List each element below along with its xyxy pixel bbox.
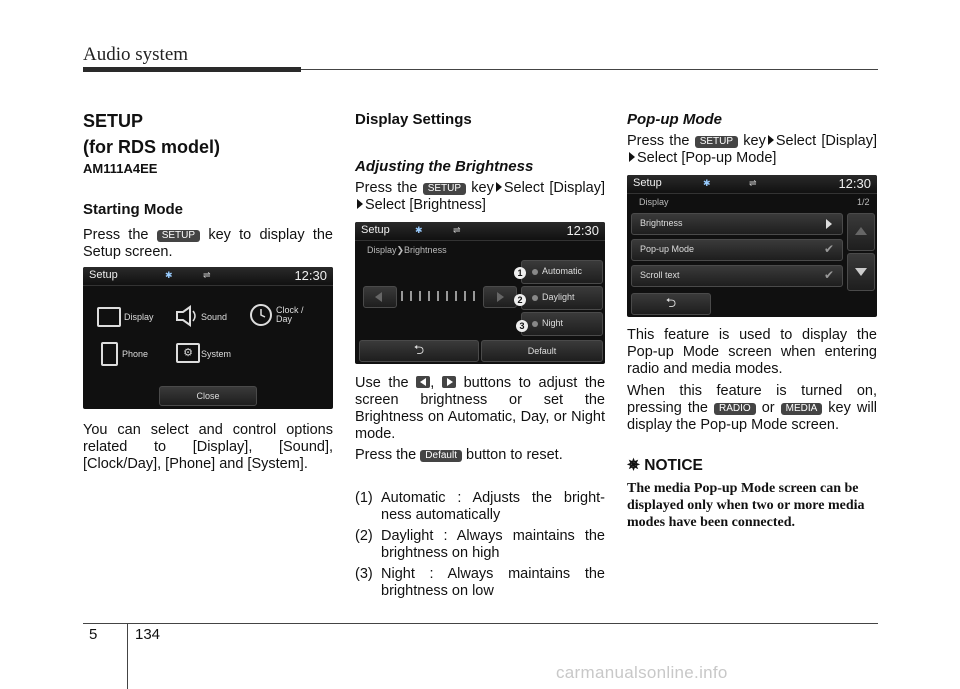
screen-title: Setup (89, 269, 118, 281)
section-code: AM111A4EE (83, 161, 158, 176)
item-number: (3) (355, 566, 373, 582)
text: button to reset. (466, 447, 563, 463)
screen-clock: 12:30 (838, 176, 871, 191)
text: Press the (627, 133, 690, 149)
chevron-right-icon (826, 219, 832, 229)
phone-icon (101, 342, 118, 366)
text: key will display the Pop-up Mode screen. (627, 400, 878, 433)
screen-title: Setup (633, 177, 662, 189)
default-key-badge: Default (420, 450, 462, 462)
list-item (355, 566, 605, 600)
text: When this feature is turned on, pressing the (627, 383, 877, 416)
option-label: Daylight (542, 292, 575, 302)
heading-adjust-brightness: Adjusting the Brightness (355, 158, 534, 175)
item-number: (2) (355, 528, 373, 544)
text: key (743, 133, 766, 149)
list-item (355, 528, 605, 562)
chevron-up-icon (855, 227, 867, 235)
usb-icon: ⇌ (203, 270, 211, 280)
check-icon[interactable]: ✔ (823, 242, 834, 256)
radio-dot (532, 269, 538, 275)
scroll-up-button[interactable] (847, 213, 875, 251)
brightness-down-button[interactable] (363, 286, 397, 308)
menu-brightness[interactable] (631, 213, 843, 235)
menu-clock-day: Clock / Day (276, 305, 304, 324)
option-label: Automatic (542, 266, 583, 276)
text: Select (503, 180, 545, 196)
setup-screen-image (83, 267, 333, 409)
heading-rds-model: (for RDS model) (83, 137, 220, 157)
menu-popup-mode[interactable] (631, 239, 843, 261)
usb-icon: ⇌ (453, 225, 461, 235)
heading-display-settings: Display Settings (355, 111, 472, 128)
paragraph-popup-steps (627, 133, 877, 167)
clock-icon (249, 303, 273, 327)
breadcrumb: Display (639, 197, 669, 207)
popup-screen-image (627, 175, 877, 317)
callout-2: 2 (514, 294, 526, 306)
menu-label: Scroll text (640, 270, 680, 280)
text: key to display the Setup screen. (83, 227, 333, 260)
brightness-screen-image (355, 222, 605, 364)
display-icon (97, 307, 121, 327)
option-automatic[interactable] (521, 260, 603, 284)
menu-sound: Sound (201, 312, 228, 322)
media-key-badge: MEDIA (781, 403, 823, 415)
arrow-right-icon (357, 199, 363, 209)
section-number: 5 (89, 626, 98, 643)
text: Press the (83, 227, 149, 243)
back-button[interactable]: ⮌ (359, 340, 479, 362)
setup-key-badge: SETUP (157, 230, 200, 242)
text: or (761, 400, 775, 416)
arrow-right-icon (629, 152, 635, 162)
menu-phone: Phone (122, 349, 149, 359)
item-text: Automatic : Adjusts the bright- ness automatically (381, 490, 605, 523)
menu-label: Brightness (640, 218, 683, 228)
list-item (355, 490, 605, 524)
screen-clock: 12:30 (294, 268, 327, 283)
check-icon[interactable]: ✔ (823, 268, 834, 282)
right-button-icon (442, 376, 456, 388)
page-number: 134 (135, 626, 161, 643)
brightness-up-button[interactable] (483, 286, 517, 308)
page-indicator: 1/2 (857, 197, 870, 207)
radio-dot (532, 321, 538, 327)
option-label: Night (542, 318, 564, 328)
status-bar (83, 267, 333, 286)
header-title: Audio system (83, 44, 189, 65)
paragraph-reset (355, 447, 605, 464)
arrow-right-icon (496, 182, 502, 192)
option-night[interactable] (521, 312, 603, 336)
text: Select (775, 133, 817, 149)
footer-divider (127, 623, 128, 689)
notice-title: ✵ NOTICE (627, 457, 703, 474)
paragraph-use-buttons (355, 375, 605, 443)
text: [Display] (549, 180, 605, 196)
bluetooth-icon: ✱ (415, 225, 423, 235)
text: Use the (355, 375, 409, 391)
paragraph-popup-feature: This feature is used to display the Pop-up Mode screen when entering radio and media modes. (627, 327, 877, 377)
paragraph-starting (83, 227, 333, 261)
usb-icon: ⇌ (749, 178, 757, 188)
text: buttons to adjust the screen brightness or set the Brightness on Automatic, Day, or Night mode. (355, 375, 606, 442)
bluetooth-icon: ✱ (165, 270, 173, 280)
screen-clock: 12:30 (566, 223, 599, 238)
setup-key-badge: SETUP (423, 183, 466, 195)
screen-title: Setup (361, 224, 390, 236)
paragraph-popup-keys (627, 383, 877, 434)
menu-system: System (201, 349, 232, 359)
header-bar (83, 67, 301, 72)
option-daylight[interactable] (521, 286, 603, 310)
paragraph-options: You can select and control options related to [Display], [Sound], [Clock/Day], [Phone] and [System]. (83, 422, 333, 472)
status-bar (627, 175, 877, 194)
text: Press the (355, 447, 417, 463)
heading-starting-mode: Starting Mode (83, 201, 183, 218)
arrow-right-icon (768, 135, 774, 145)
watermark: carmanualsonline.info (556, 663, 728, 682)
menu-display: Display (124, 312, 154, 322)
scroll-down-button[interactable] (847, 253, 875, 291)
status-bar (355, 222, 605, 241)
left-button-icon (416, 376, 430, 388)
item-text: Daylight : Always maintains the brightness on high (381, 528, 605, 561)
text: , (430, 375, 435, 391)
item-text: Night : Always maintains the brightness on low (381, 566, 605, 599)
setup-key-badge: SETUP (695, 136, 738, 148)
text: Select [Brightness] (365, 197, 486, 213)
default-button[interactable]: Default (481, 340, 603, 362)
breadcrumb: Display❯Brightness (367, 245, 447, 255)
radio-dot (532, 295, 538, 301)
speaker-icon (175, 305, 201, 327)
bluetooth-icon: ✱ (703, 178, 711, 188)
chevron-down-icon (855, 268, 867, 276)
back-button[interactable]: ⮌ (631, 293, 711, 315)
menu-label: Pop-up Mode (640, 244, 695, 254)
menu-scroll-text[interactable] (631, 265, 843, 287)
text: key (471, 180, 494, 196)
header-rule (301, 69, 878, 70)
callout-3: 3 (516, 320, 528, 332)
text: [Display] (821, 133, 877, 149)
brightness-level-ticks (401, 291, 481, 301)
text: Select [Pop-up Mode] (637, 150, 777, 166)
heading-setup: SETUP (83, 111, 144, 131)
footer-rule (83, 623, 878, 624)
paragraph-brightness-steps (355, 180, 605, 214)
item-number: (1) (355, 490, 373, 506)
close-button[interactable]: Close (159, 386, 257, 406)
callout-1: 1 (514, 267, 526, 279)
text: Press the (355, 180, 418, 196)
heading-popup-mode: Pop-up Mode (627, 111, 722, 128)
gear-icon: ⚙ (176, 343, 200, 363)
radio-key-badge: RADIO (714, 403, 756, 415)
notice-body: The media Pop-up Mode screen can be displayed only when two or more media modes have been connected. (627, 481, 865, 530)
